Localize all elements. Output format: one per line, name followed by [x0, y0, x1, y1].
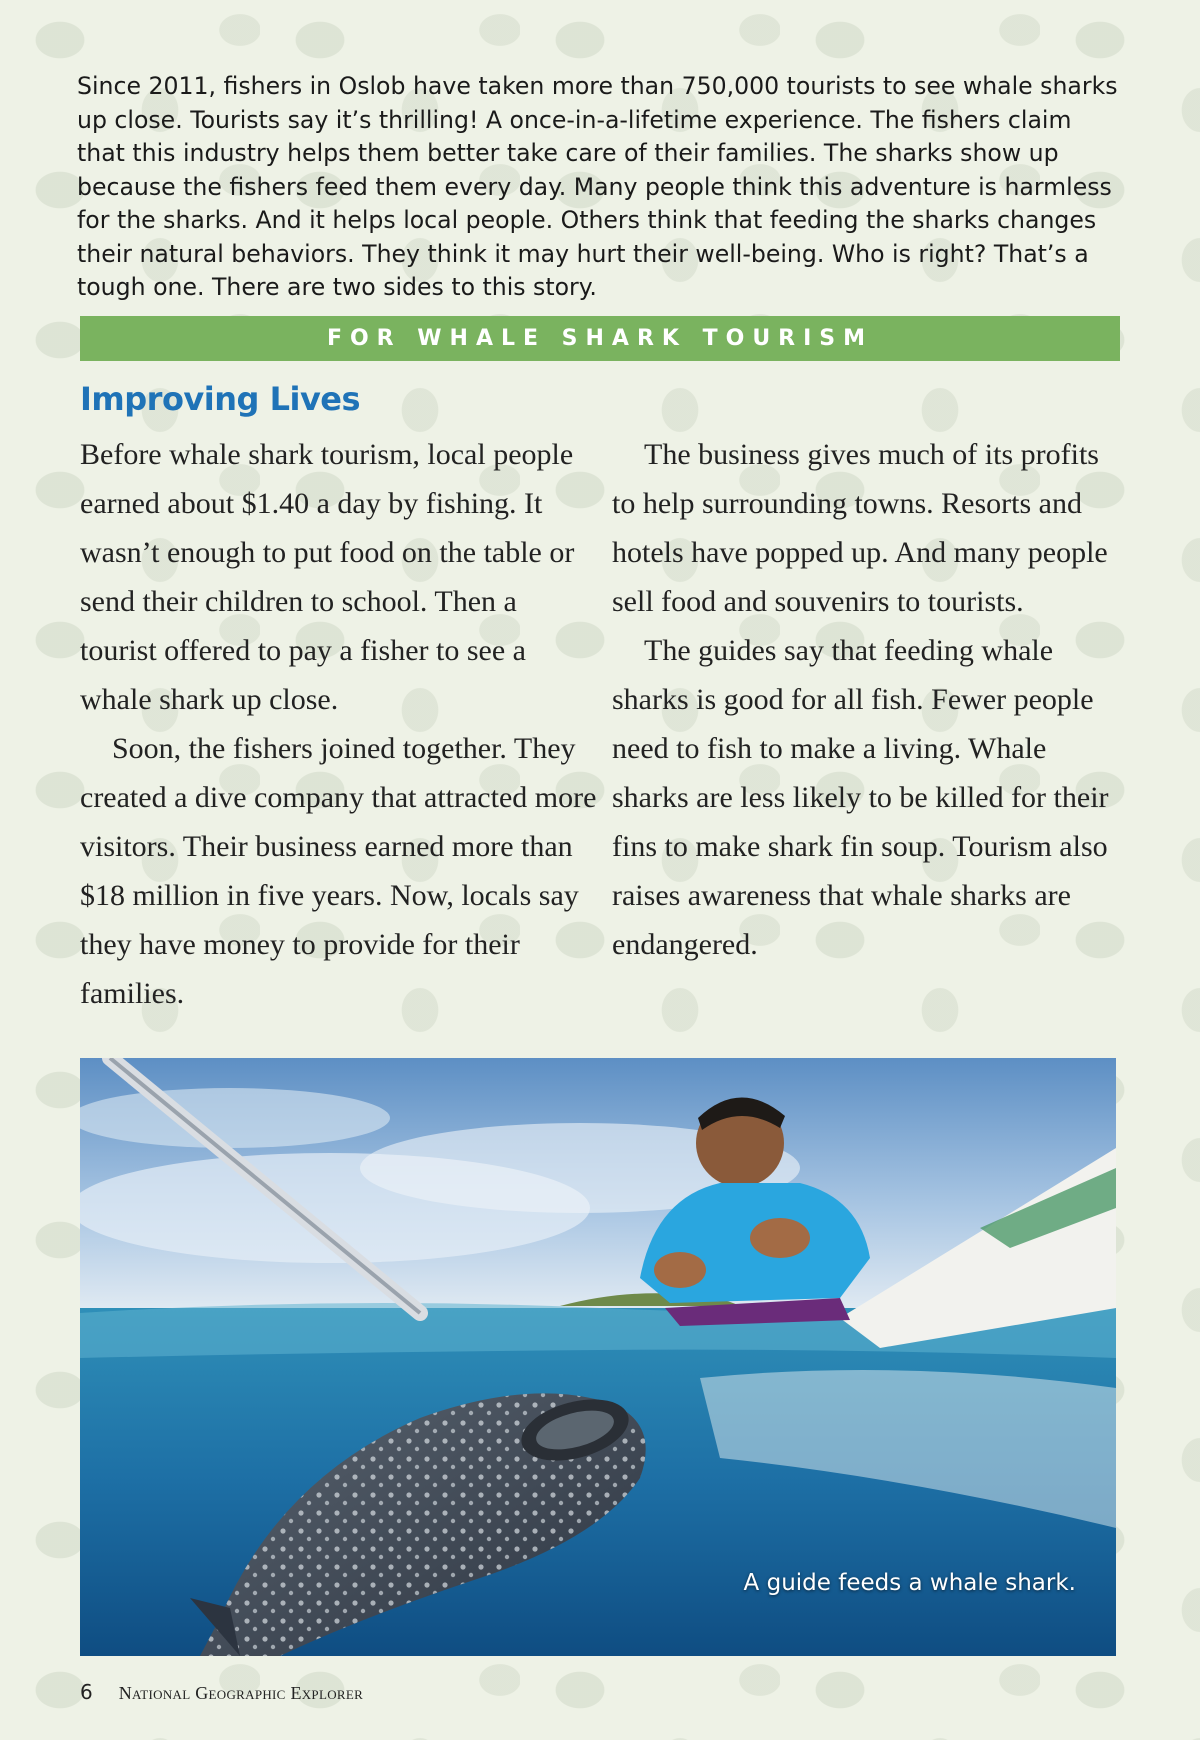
right-paragraph-1: The business gives much of its profits to help surrounding towns. Resorts and hotels have popped up. And many people sell food and souvenirs to tourists. — [612, 438, 1108, 618]
left-paragraph-1: Before whale shark tourism, local people earned about $1.40 a day by fishing. It wasn’t enough to put food on the table or send their children to school. Then a tourist offered to pay a fisher to see a whale shark up close. — [80, 438, 575, 716]
photo-caption: A guide feeds a whale shark. — [743, 1570, 1076, 1596]
right-paragraph-2: The guides say that feeding whale sharks is good for all fish. Fewer people need to fish to make a living. Whale sharks are less likely to be killed for their fins to make shark fin soup. Tourism also raises awareness that whale sharks are endangered. — [612, 634, 1109, 961]
left-column — [80, 430, 600, 1018]
page-number: 6 — [80, 1680, 93, 1704]
whale-shark-feeding-photo — [80, 1058, 1116, 1656]
banner-label: FOR WHALE SHARK TOURISM — [326, 326, 874, 351]
intro-paragraph: Since 2011, fishers in Oslob have taken more than 750,000 tourists to see whale sharks up close. Tourists say it’s thrilling! A once-in-a-lifetime experience. The fishers claim that this industry helps them better take care of their families. The sharks show up because the fishers feed them every day. Many people think this adventure is harmless for the sharks. And it helps local people. Others think that feeding the sharks changes their natural behaviors. They think it may hurt their well-being. Who is right? That’s a tough one. There are two sides to this story. — [77, 72, 1118, 301]
page-footer — [80, 1680, 363, 1704]
magazine-name: National Geographic Explorer — [118, 1683, 364, 1703]
left-paragraph-2: Soon, the fishers joined together. They created a dive company that attracted more visitors. Their business earned more than $18 million in five years. Now, locals say they have money to provide for their families. — [80, 732, 597, 1010]
photo-illustration-icon — [80, 1058, 1116, 1656]
section-heading: Improving Lives — [80, 380, 361, 418]
section-banner — [80, 316, 1120, 361]
right-column — [612, 430, 1117, 969]
